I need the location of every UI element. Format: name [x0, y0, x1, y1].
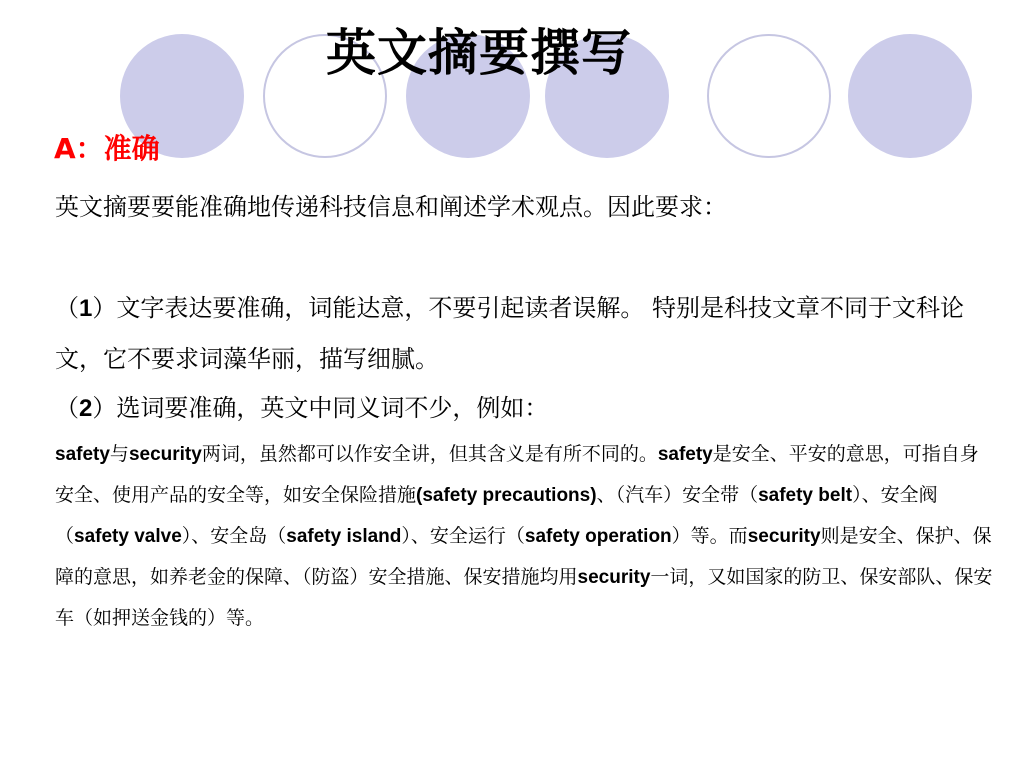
point-1-text: 文字表达要准确，词能达意，不要引起读者误解。 特别是科技文章不同于文科论文，它不要求词藻华丽，描写细腻。 — [55, 294, 964, 373]
term-security: security — [747, 526, 821, 547]
example-text: ）等。而 — [671, 525, 748, 547]
point-1-paragraph: （1）文字表达要准确，词能达意，不要引起读者误解。 特别是科技文章不同于文科论文，它不要求词藻华丽，描写细腻。 — [55, 294, 964, 373]
example-text: 是安全、平安的意思，可指自身安全、使用产品的安全等，如安全保险措施 — [55, 443, 979, 506]
term-security: security — [128, 444, 202, 465]
term-safety-belt: safety belt — [758, 485, 853, 506]
example-text: 、（汽车）安全带（ — [596, 484, 759, 506]
example-text: ）、安全岛（ — [181, 525, 287, 547]
example-text: 则是安全、保护、保障的意思，如养老金的保障、（防盗）安全措施、保安措施均用 — [55, 525, 992, 588]
point-1-number: 1 — [79, 295, 93, 322]
term-safety-island: safety island — [286, 526, 402, 547]
example-text: 与 — [109, 443, 129, 465]
point-2-paragraph: （2）选词要准确，英文中同义词不少，例如： — [55, 394, 549, 422]
term-safety-valve: safety valve — [74, 526, 182, 547]
term-security: security — [577, 567, 651, 588]
term-safety-operation: safety operation — [524, 526, 672, 547]
example-text: 一词，又如国家的防卫、保安部队、保安车（如押送金钱的）等。 — [55, 566, 993, 629]
point-2-text: 选词要准确，英文中同义词不少，例如： — [116, 394, 549, 422]
intro-paragraph: 英文摘要要能准确地传递科技信息和阐述学术观点。因此要求： — [55, 193, 727, 221]
slide-title: 英文摘要撰写 — [326, 24, 632, 82]
example-text: 两词，虽然都可以作安全讲，但其含义是有所不同的。 — [201, 443, 658, 465]
term-safety-precautions: (safety precautions) — [416, 485, 597, 506]
term-safety: safety — [657, 444, 713, 465]
term-safety: safety — [55, 444, 110, 465]
point-2-number: 2 — [79, 395, 93, 422]
section-heading: A：准确 — [54, 132, 160, 165]
example-text: ）、安全运行（ — [401, 525, 525, 547]
example-paragraph — [55, 434, 995, 639]
example-text: ）、安全阀（ — [55, 484, 938, 547]
